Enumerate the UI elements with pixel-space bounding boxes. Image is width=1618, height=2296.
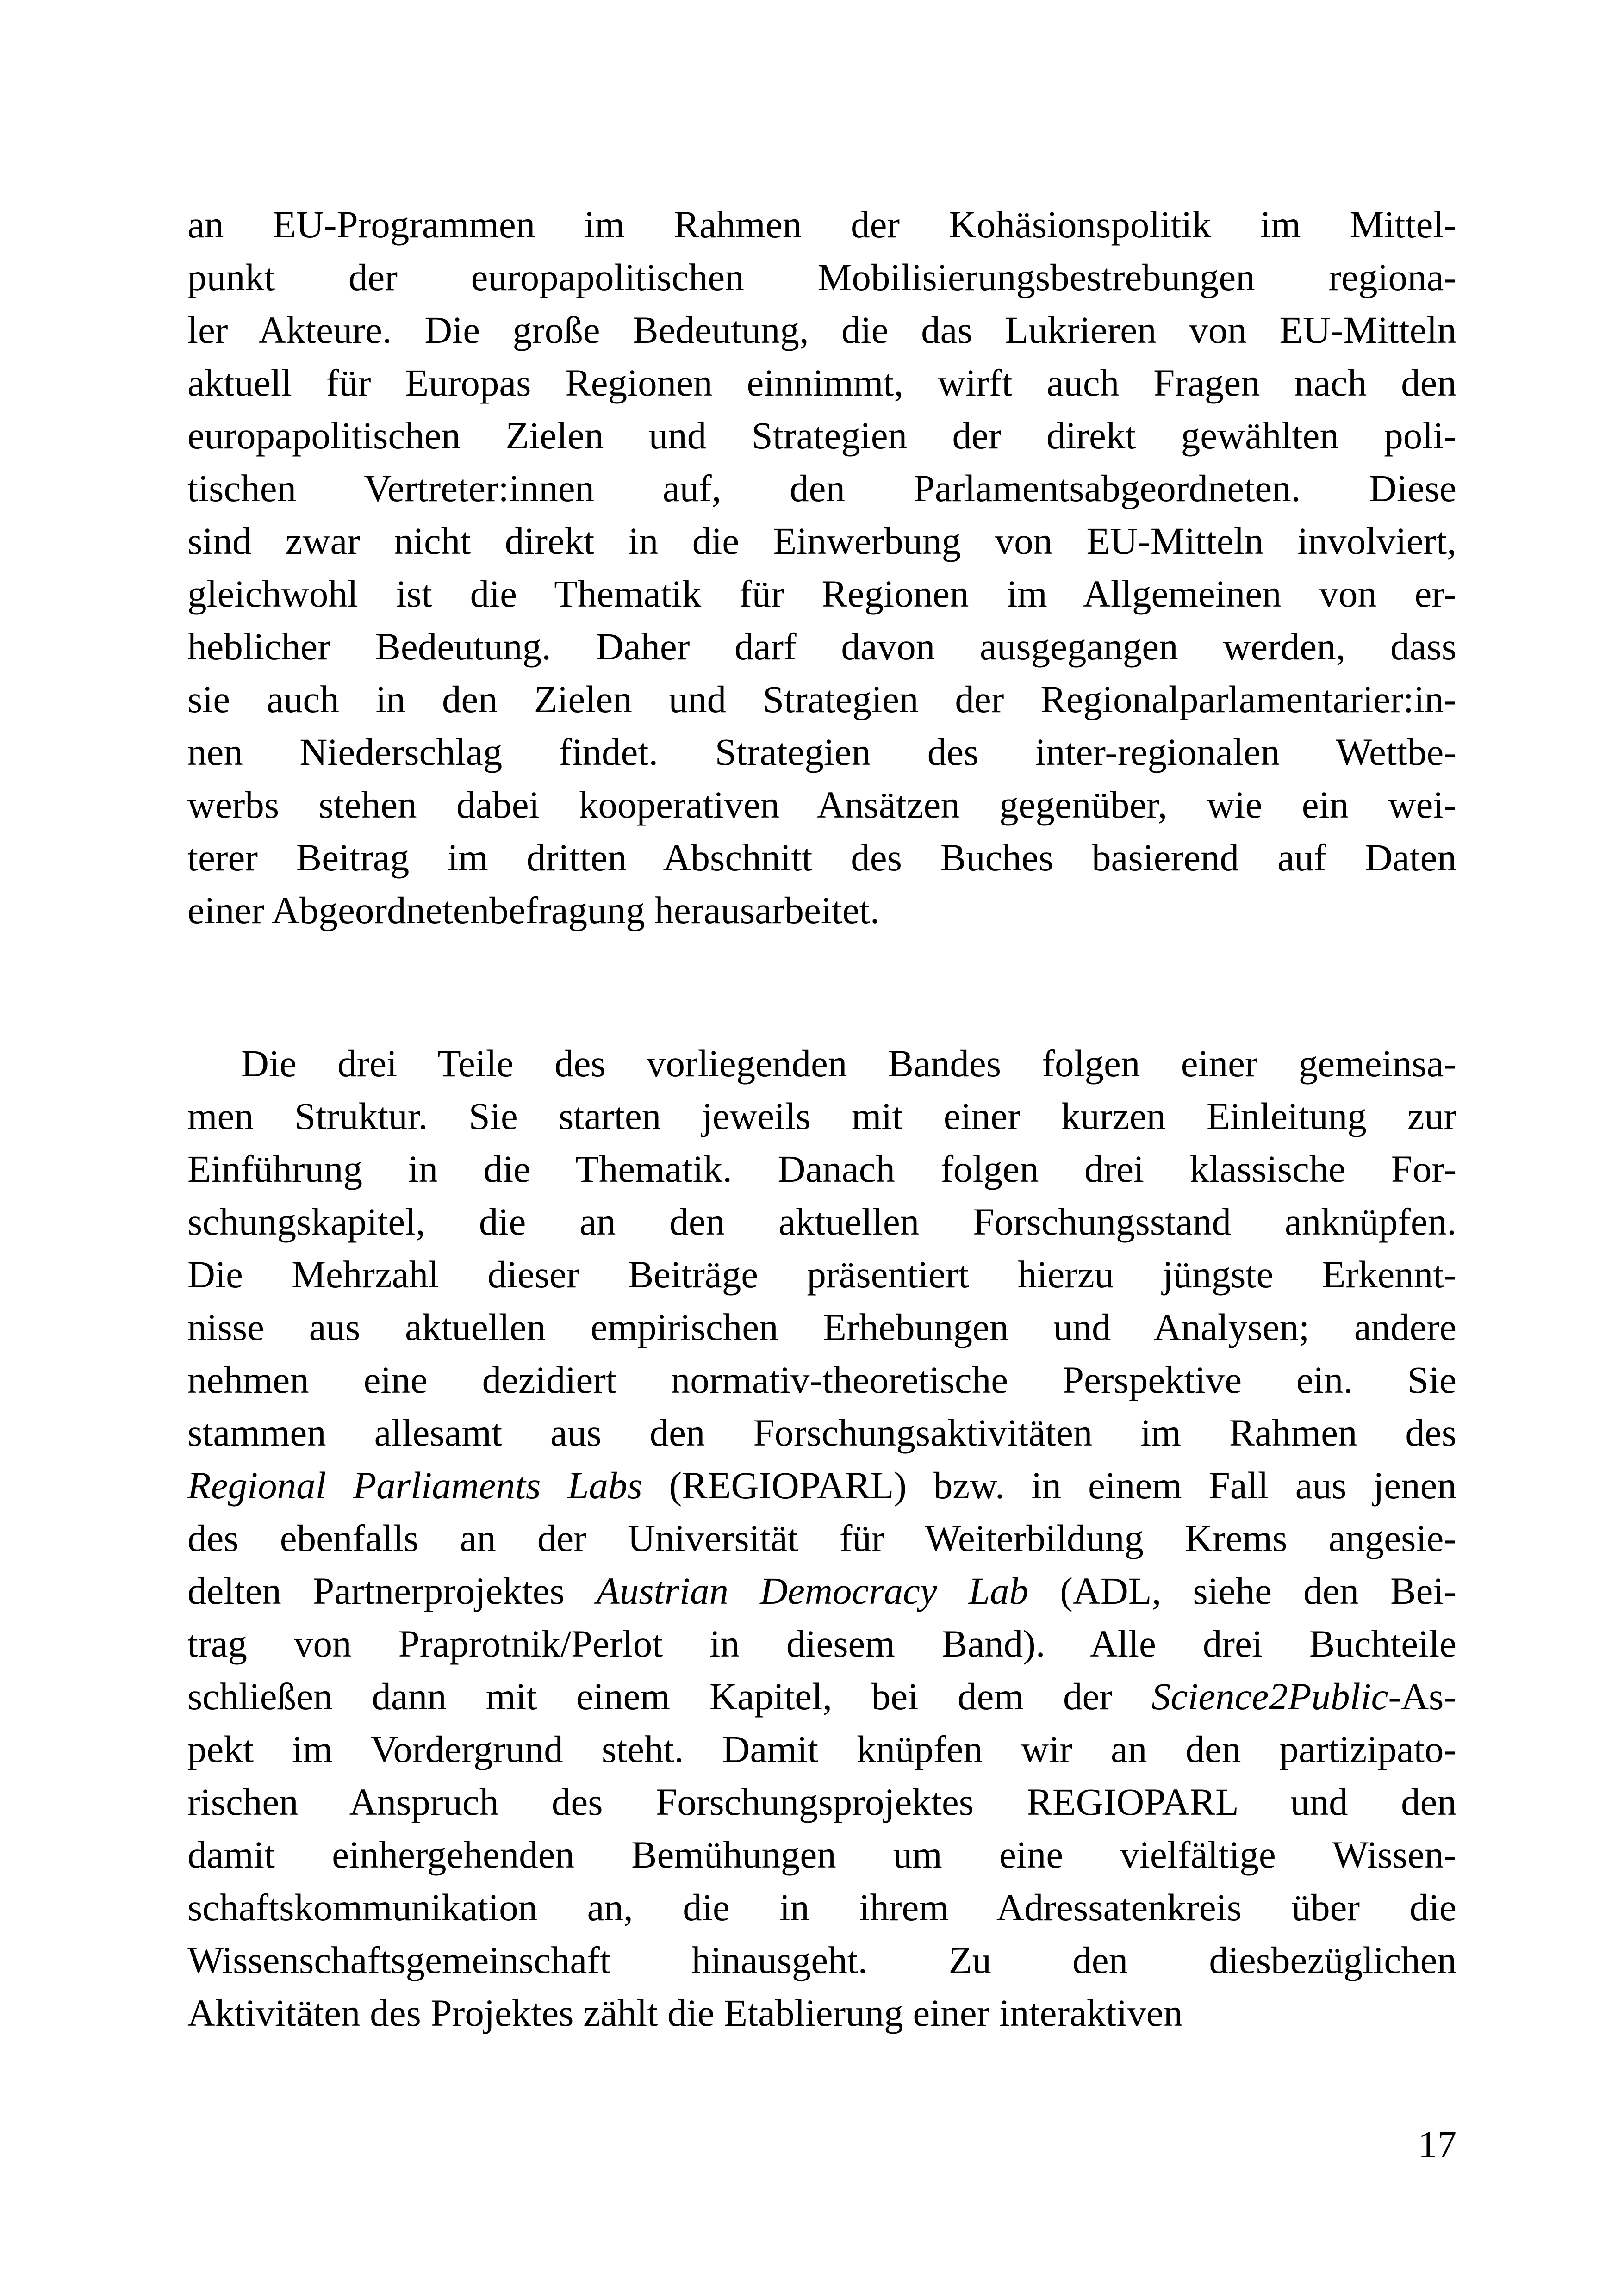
text-run: -As- <box>1388 1675 1456 1718</box>
text-run: rischen Anspruch des Forschungsprojektes REGIOPARL und den <box>187 1781 1456 1823</box>
text-line <box>187 251 1456 304</box>
text-line <box>187 304 1456 356</box>
text-run: Die drei Teile des vorliegenden Bandes folgen einer gemeinsa- <box>241 1042 1456 1085</box>
paragraph-1 <box>187 198 1456 937</box>
text-run: delten Partnerprojektes <box>187 1570 597 1612</box>
text-line <box>187 884 1456 937</box>
text-line <box>187 1986 1456 2039</box>
text-block <box>187 198 1456 2039</box>
text-line <box>187 462 1456 515</box>
text-line <box>187 726 1456 778</box>
text-run: nehmen eine dezidiert normativ-theoretische Perspektive ein. Sie <box>187 1359 1456 1401</box>
text-line <box>187 1459 1456 1512</box>
text-line <box>187 515 1456 567</box>
text-line <box>187 1564 1456 1617</box>
page-number: 17 <box>1418 2123 1456 2166</box>
text-line <box>187 356 1456 409</box>
text-line <box>187 1723 1456 1775</box>
text-line <box>187 1881 1456 1934</box>
text-line <box>187 1828 1456 1881</box>
italic-text-run: Austrian Democracy Lab <box>596 1570 1029 1612</box>
text-line <box>187 1617 1456 1670</box>
text-run: nisse aus aktuellen empirischen Erhebungen und Analysen; andere <box>187 1306 1456 1348</box>
text-run: ler Akteure. Die große Bedeutung, die das Lukrieren von EU-Mitteln <box>187 309 1456 351</box>
text-run: nen Niederschlag findet. Strategien des inter-regionalen Wettbe- <box>187 731 1456 773</box>
text-run: gleichwohl ist die Thematik für Regionen im Allgemeinen von er- <box>187 572 1456 615</box>
text-line <box>187 1934 1456 1986</box>
text-run: werbs stehen dabei kooperativen Ansätzen gegenüber, wie ein wei- <box>187 783 1456 826</box>
text-run: punkt der europapolitischen Mobilisierungsbestrebungen regiona- <box>187 256 1456 298</box>
text-run: des ebenfalls an der Universität für Weiterbildung Krems angesie- <box>187 1517 1456 1559</box>
text-line <box>187 1037 1456 1090</box>
text-line <box>187 1195 1456 1248</box>
italic-text-run: Regional Parliaments Labs <box>187 1464 642 1507</box>
text-line <box>187 831 1456 884</box>
text-run: europapolitischen Zielen und Strategien der direkt gewählten poli- <box>187 414 1456 457</box>
text-run: terer Beitrag im dritten Abschnitt des Buches basierend auf Daten <box>187 836 1456 879</box>
text-line <box>187 620 1456 673</box>
text-run: damit einhergehenden Bemühungen um eine vielfältige Wissen- <box>187 1833 1456 1876</box>
text-line <box>187 1248 1456 1301</box>
text-line <box>187 778 1456 831</box>
text-run: einer Abgeordnetenbefragung herausarbeitet. <box>187 889 880 931</box>
text-line <box>187 1301 1456 1353</box>
text-line <box>187 1142 1456 1195</box>
text-line <box>187 1670 1456 1723</box>
text-run: pekt im Vordergrund steht. Damit knüpfen wir an den partizipato- <box>187 1728 1456 1770</box>
text-run: stammen allesamt aus den Forschungsaktivitäten im Rahmen des <box>187 1411 1456 1454</box>
text-run: men Struktur. Sie starten jeweils mit einer kurzen Einleitung zur <box>187 1095 1456 1137</box>
text-run: Wissenschaftsgemeinschaft hinausgeht. Zu den diesbezüglichen <box>187 1939 1456 1981</box>
italic-text-run: Science2Public <box>1151 1675 1388 1718</box>
text-line <box>187 1406 1456 1459</box>
text-run: tischen Vertreter:innen auf, den Parlamentsabgeordneten. Diese <box>187 467 1456 509</box>
text-run: Aktivitäten des Projektes zählt die Etablierung einer interaktiven <box>187 1992 1183 2034</box>
text-line <box>187 1775 1456 1828</box>
text-line <box>187 1512 1456 1564</box>
text-run: aktuell für Europas Regionen einnimmt, wirft auch Fragen nach den <box>187 361 1456 404</box>
text-run: Die Mehrzahl dieser Beiträge präsentiert hierzu jüngste Erkennt- <box>187 1253 1456 1296</box>
text-run: schungskapitel, die an den aktuellen Forschungsstand anknüpfen. <box>187 1200 1456 1243</box>
text-line <box>187 673 1456 726</box>
text-run: sie auch in den Zielen und Strategien der Regionalparlamentarier:in- <box>187 678 1456 720</box>
text-run: (ADL, siehe den Bei- <box>1028 1570 1457 1612</box>
text-run: schließen dann mit einem Kapitel, bei dem der <box>187 1675 1151 1718</box>
text-run: Einführung in die Thematik. Danach folgen drei klassische For- <box>187 1148 1456 1190</box>
text-run: (REGIOPARL) bzw. in einem Fall aus jenen <box>642 1464 1456 1507</box>
text-run: sind zwar nicht direkt in die Einwerbung von EU-Mitteln involviert, <box>187 520 1456 562</box>
text-line <box>187 1090 1456 1142</box>
text-run: schaftskommunikation an, die in ihrem Adressatenkreis über die <box>187 1886 1456 1929</box>
text-line <box>187 1353 1456 1406</box>
text-line <box>187 567 1456 620</box>
text-line <box>187 198 1456 251</box>
text-line <box>187 409 1456 462</box>
text-run: an EU-Programmen im Rahmen der Kohäsionspolitik im Mittel- <box>187 203 1456 246</box>
text-run: heblicher Bedeutung. Daher darf davon ausgegangen werden, dass <box>187 625 1456 668</box>
paragraph-2 <box>187 1037 1456 2039</box>
text-run: trag von Praprotnik/Perlot in diesem Band). Alle drei Buchteile <box>187 1622 1456 1665</box>
